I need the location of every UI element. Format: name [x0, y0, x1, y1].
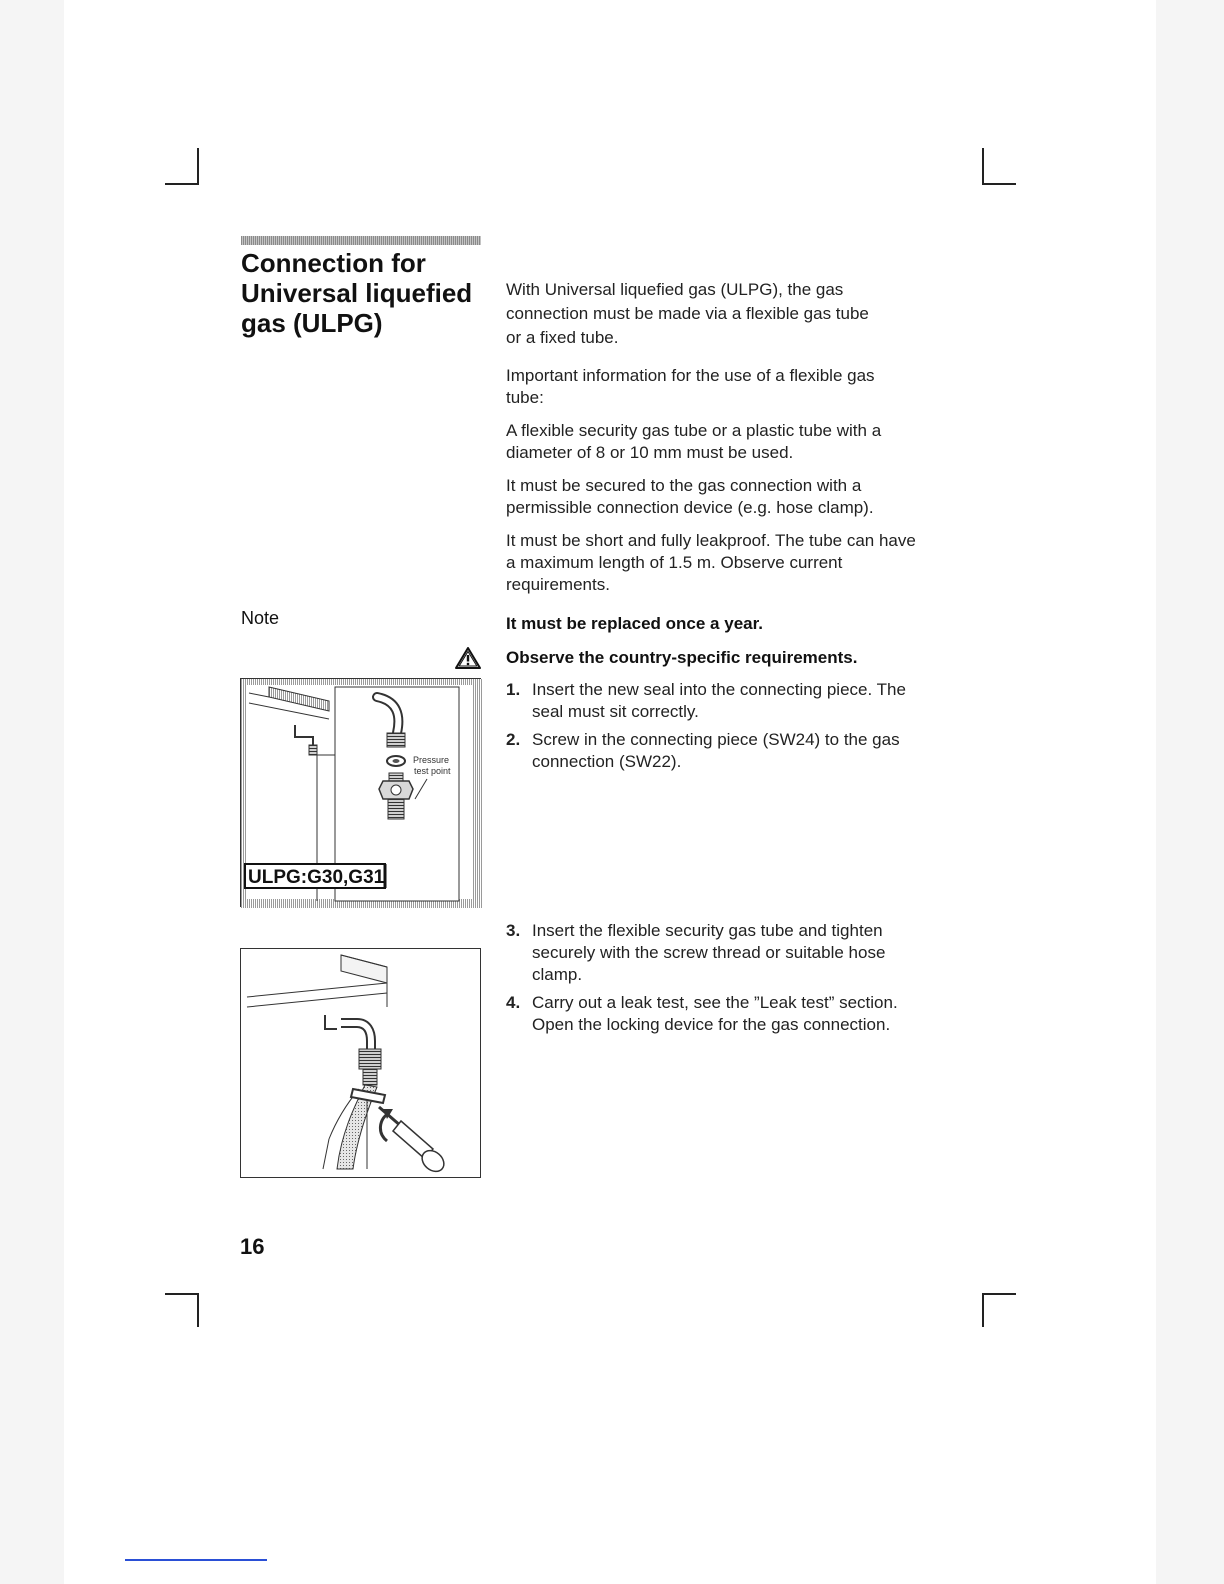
replace-warning: It must be replaced once a year. [506, 614, 764, 633]
section-title-line: Connection for [241, 248, 426, 278]
intro-line: connection must be made via a flexible gas tube [506, 304, 869, 323]
hose-clamp-drawing [241, 949, 482, 1179]
section-title-line: Universal liquefied [241, 278, 473, 308]
step-line: connection (SW22). [532, 752, 682, 771]
leakproof-paragraph [506, 530, 946, 596]
tube-spec-line: diameter of 8 or 10 mm must be used. [506, 443, 794, 462]
important-line: Important information for the use of a flexible gas [506, 366, 875, 385]
connection-diagram-figure [240, 678, 481, 907]
secured-line: It must be secured to the gas connection with a [506, 476, 862, 495]
step-item [506, 992, 946, 1036]
warning-triangle-icon [454, 646, 482, 670]
step-line: Insert the flexible security gas tube and tighten [532, 921, 883, 940]
callout-label-line: Pressure [413, 755, 450, 765]
step-line: seal must sit correctly. [532, 702, 699, 721]
leakproof-line: It must be short and fully leakproof. The tube can have [506, 531, 916, 550]
step-number: 3. [506, 921, 521, 940]
country-warning: Observe the country-specific requirements. [506, 648, 858, 667]
step-line: securely with the screw thread or suitable hose [532, 943, 886, 962]
intro-line: With Universal liquefied gas (ULPG), the gas [506, 280, 844, 299]
leakproof-line: requirements. [506, 575, 610, 594]
important-paragraph [506, 365, 946, 409]
step-line: Carry out a leak test, see the ”Leak test” section. [532, 993, 898, 1012]
step-line: clamp. [532, 965, 583, 984]
secured-paragraph [506, 475, 946, 519]
section-title [241, 248, 491, 338]
step-item [506, 679, 946, 723]
gas-type-label: ULPG:G30,G31 [248, 867, 385, 888]
hose-clamp-figure [240, 948, 481, 1178]
step-number: 1. [506, 680, 521, 699]
callout-label-line: test point [414, 766, 451, 776]
step-line: Insert the new seal into the connecting piece. The [532, 680, 906, 699]
step-item [506, 729, 946, 773]
step-line: Open the locking device for the gas connection. [532, 1015, 891, 1034]
leakproof-line: a maximum length of 1.5 m. Observe current [506, 553, 843, 572]
secured-line: permissible connection device (e.g. hose clamp). [506, 498, 874, 517]
step-line: Screw in the connecting piece (SW24) to the gas [532, 730, 900, 749]
step-number: 2. [506, 730, 521, 749]
section-title-bar [241, 236, 481, 245]
tube-spec-line: A flexible security gas tube or a plastic tube with a [506, 421, 882, 440]
step-number: 4. [506, 993, 521, 1012]
section-title-line: gas (ULPG) [241, 308, 383, 338]
page-number: 16 [240, 1234, 265, 1259]
intro-line: or a fixed tube. [506, 328, 619, 347]
note-label: Note [241, 608, 280, 628]
important-line: tube: [506, 388, 544, 407]
connection-diagram-drawing [241, 679, 482, 908]
intro-paragraph [506, 278, 946, 350]
page-background [64, 0, 1156, 1584]
step-item [506, 920, 946, 986]
bottom-link-underline [125, 1559, 267, 1561]
tube-spec-paragraph [506, 420, 946, 464]
